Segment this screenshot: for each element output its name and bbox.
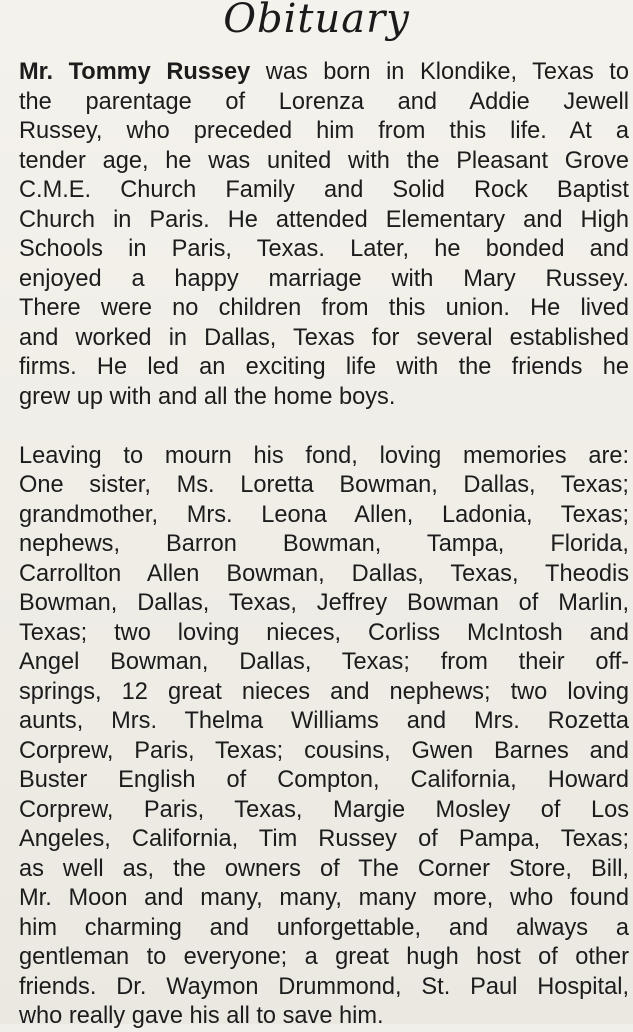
text-line: grew up with and all the home boys. (19, 383, 396, 410)
text-line: as well as, the owners of The Corner Store, Bill, (19, 855, 629, 882)
text-line: nephews, Barron Bowman, Tampa, Florida, (19, 531, 629, 557)
text-line: Leaving to mourn his fond, loving memories are: (19, 442, 629, 469)
text-line: Texas; two loving nieces, Corliss McIntosh and (19, 619, 629, 646)
text-line (19, 58, 629, 88)
text-line: Russey, who preceded him from this life. At a (19, 118, 629, 144)
text-line: Bowman, Dallas, Texas, Jeffrey Bowman of Marlin, (19, 590, 629, 616)
text-line: enjoyed a happy marriage with Mary Russey. (19, 265, 629, 292)
text-line: who really gave his all to save him. (19, 1003, 384, 1029)
page-title: Obituary (223, 0, 410, 42)
text-line: Corprew, Paris, Texas, Margie Mosley of Los (19, 796, 629, 823)
text-line: Buster English of Compton, California, Howard (19, 767, 629, 793)
paragraph-gap (19, 412, 629, 442)
text-line: There were no children from this union. He lived (19, 295, 629, 321)
text-line: Carrollton Allen Bowman, Dallas, Texas, Theodis (19, 560, 629, 587)
text-line: C.M.E. Church Family and Solid Rock Baptist (19, 177, 629, 203)
text-line: Corprew, Paris, Texas; cousins, Gwen Barnes and (19, 737, 629, 764)
text-line: Mr. Moon and many, many, many more, who found (19, 885, 629, 911)
text-line: him charming and unforgettable, and always a (19, 914, 629, 941)
text-line: One sister, Ms. Loretta Bowman, Dallas, Texas; (19, 472, 629, 498)
paragraph-survivors (19, 442, 629, 1032)
paragraph-biography (19, 58, 629, 412)
text-line: aunts, Mrs. Thelma Williams and Mrs. Rozetta (19, 708, 629, 734)
text-line: gentleman to everyone; a great hugh host of other (19, 944, 629, 970)
text-line: tender age, he was united with the Pleasant Grove (19, 147, 629, 174)
obituary-text (19, 58, 629, 1032)
text-line-segment: was born in Klondike, Texas to (250, 59, 629, 85)
text-line: the parentage of Lorenza and Addie Jewell (19, 88, 629, 115)
text-line: Angel Bowman, Dallas, Texas; from their off- (19, 649, 629, 675)
text-line: Schools in Paris, Texas. Later, he bonded and (19, 236, 629, 262)
text-line: grandmother, Mrs. Leona Allen, Ladonia, Texas; (19, 501, 629, 528)
deceased-name: Mr. Tommy Russey (19, 59, 251, 85)
text-line: and worked in Dallas, Texas for several established (19, 324, 629, 351)
text-line: springs, 12 great nieces and nephews; two loving (19, 678, 629, 705)
text-line: firms. He led an exciting life with the friends he (19, 354, 629, 380)
text-line: Church in Paris. He attended Elementary and High (19, 206, 629, 233)
text-line: friends. Dr. Waymon Drummond, St. Paul Hospital, (19, 973, 629, 1000)
text-line: Angeles, California, Tim Russey of Pampa, Texas; (19, 826, 629, 852)
